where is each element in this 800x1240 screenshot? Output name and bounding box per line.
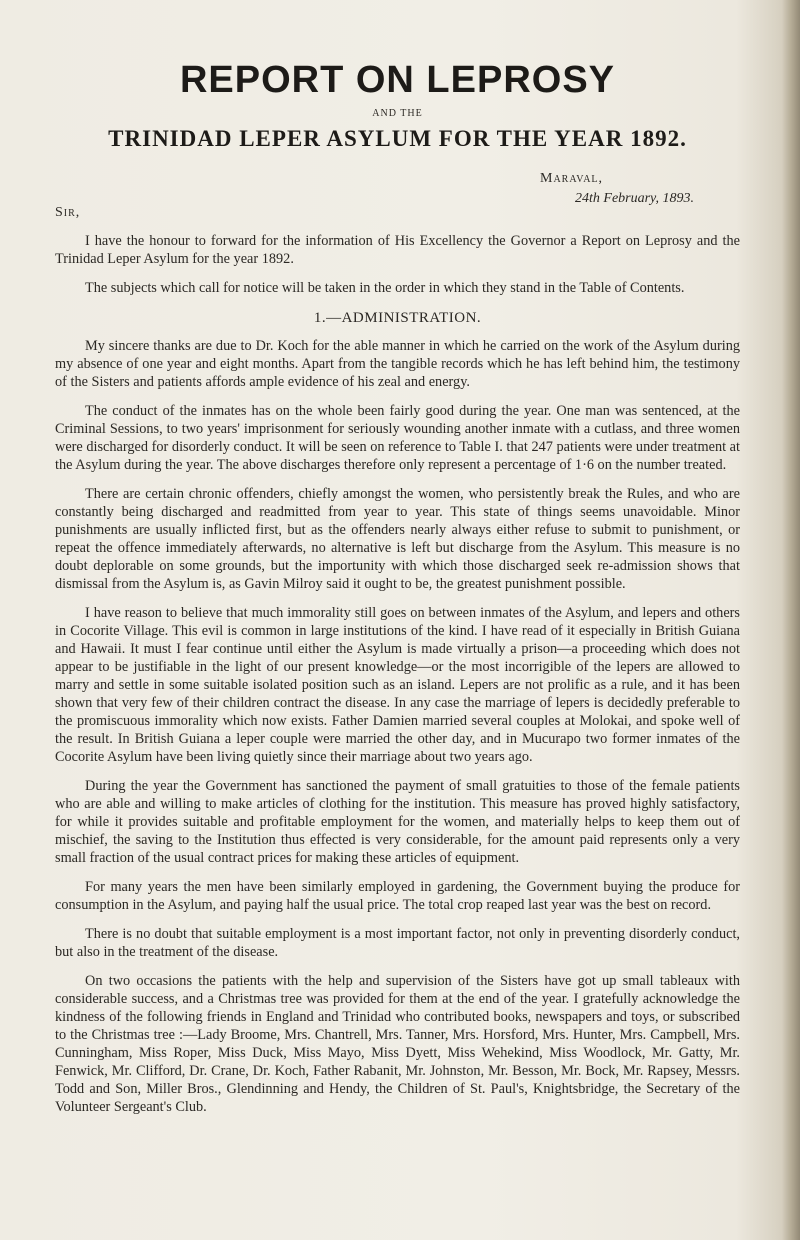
- letter-place: Maraval,: [540, 171, 604, 186]
- section-heading: 1.—ADMINISTRATION.: [313, 310, 482, 326]
- body-paragraph: There is no doubt that suitable employment is a most important factor, not only in preventing disorderly conduct, but also in the treatment of the disease.: [55, 926, 740, 960]
- document-content: [55, 58, 740, 1116]
- intro-paragraph: I have the honour to forward for the information of His Excellency the Governor a Report on Leprosy and the Trinidad Leper Asylum for the year 1892.: [55, 233, 740, 267]
- body-paragraph: The conduct of the inmates has on the whole been fairly good during the year. One man was sentenced, at the Criminal Sessions, to two years' imprisonment for seriously wounding another inmate with a cutlass, and three women were discharged for disorderly conduct. It will be seen on reference to Table I. that 247 patients were under treatment at the Asylum during the year. The above discharges therefore only represent a percentage of 1·6 on the number treated.: [55, 403, 740, 473]
- page-edge-shadow: [782, 0, 800, 1240]
- letter-salutation: Sir,: [55, 205, 81, 220]
- intro-paragraph: The subjects which call for notice will be taken in the order in which they stand in the Table of Contents.: [85, 280, 685, 296]
- report-title: REPORT ON LEPROSY: [179, 59, 616, 101]
- letter-date: 24th February, 1893.: [575, 191, 694, 206]
- body-paragraph: I have reason to believe that much immorality still goes on between inmates of the Asylum, and lepers and others in Cocorite Village. This evil is common in large institutions of the kind. I have read of it especially in British Guiana and Hawaii. It must I fear continue until either the Asylum is made virtually a prison—a proceeding which does not appear to be justifiable in the light of our present knowledge—or the most incorrigible of the lepers are allowed to marry and settle in some suitable isolated position such as an island. Lepers are not prolific as a rule, and it has been shown that very few of their children contract the disease. In any case the marriage of lepers is decidedly preferable to the promiscuous immorality which now exists. Father Damien married several couples at Molokai, and spoke well of the result. In British Guiana a leper couple were married the other day, and in Mucurapo two former inmates of the Cocorite Asylum have been living quietly since their marriage about two years ago.: [55, 605, 740, 765]
- body-paragraph: During the year the Government has sanctioned the payment of small gratuities to those of the female patients who are able and willing to make articles of clothing for the institution. This measure has proved highly satisfactory, for while it provides suitable and profitable employment for the women, and materially helps to keep them out of mischief, the saving to the Institution thus effected is very considerable, for the amount paid represents only a very small fraction of the usual contract prices for making these articles of equipment.: [55, 778, 740, 866]
- body-paragraph: There are certain chronic offenders, chiefly amongst the women, who persistently break the Rules, and who are constantly being discharged and readmitted from year to year. This state of things seems unavoidable. Minor punishments are usually inflicted first, but as the offenders nearly always either refuse to submit to punishment, or repeat the offence immediately afterwards, no alternative is left but discharge from the Asylum. This measure is no doubt deplorable on some grounds, but the importunity with which those discharged seek re-admission shows that dismissal from the Asylum is, as Gavin Milroy said it ought to be, the greatest punishment possible.: [55, 486, 740, 592]
- body-paragraph: On two occasions the patients with the help and supervision of the Sisters have got up small tableaux with considerable success, and a Christmas tree was provided for them at the end of the year. I gratefully acknowledge the kindness of the following friends in England and Trinidad who contributed books, newspapers and toys, or subscribed to the Christmas tree :—Lady Broome, Mrs. Chantrell, Mrs. Tanner, Mrs. Horsford, Mrs. Hunter, Mrs. Campbell, Mrs. Cunningham, Miss Roper, Miss Duck, Miss Mayo, Miss Dyett, Miss Wehekind, Miss Woodlock, Mr. Gatty, Mr. Fenwick, Mr. Clifford, Dr. Crane, Dr. Koch, Father Rabanit, Mr. Johnston, Mr. Besson, Mr. Bock, Mr. Rapsey, Messrs. Todd and Son, Miller Bros., Glendinning and Hendy, the Children of St. Paul's, Knightsbridge, the Secretary of the Volunteer Sergeant's Club.: [55, 973, 740, 1115]
- body-paragraph: My sincere thanks are due to Dr. Koch for the able manner in which he carried on the work of the Asylum during my absence of one year and eight months. Apart from the tangible records which he has left behind him, the testimony of the Sisters and patients affords ample evidence of his zeal and energy.: [55, 338, 740, 390]
- body-paragraph: For many years the men have been similarly employed in gardening, the Government buying the produce for consumption in the Asylum, and paying half the usual price. The total crop reaped last year was the best on record.: [55, 879, 740, 913]
- title-connector: AND THE: [372, 108, 423, 119]
- report-subtitle: TRINIDAD LEPER ASYLUM FOR THE YEAR 1892.: [108, 126, 687, 151]
